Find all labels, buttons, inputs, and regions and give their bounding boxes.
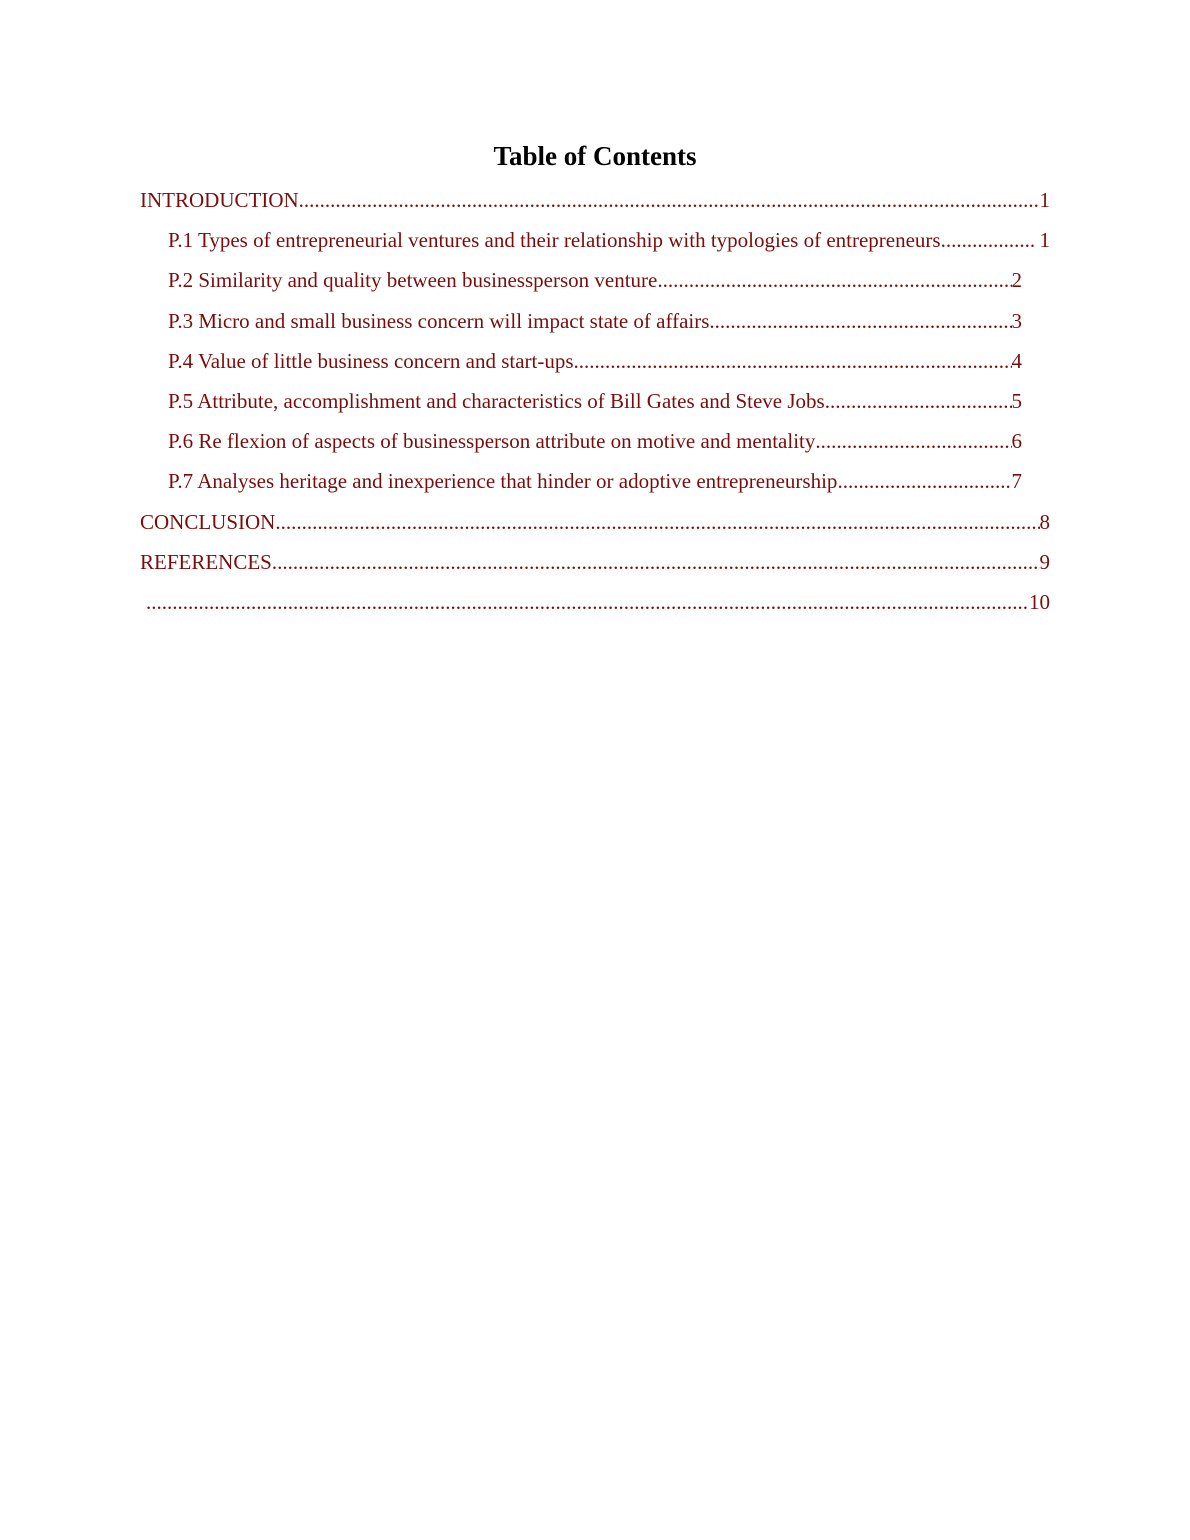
toc-entry-label: P.3 Micro and small business concern will impact state of affairs xyxy=(168,308,710,333)
toc-page-number: 4 xyxy=(1011,348,1022,373)
toc-page-number: 6 xyxy=(1011,429,1022,454)
toc-entry-conclusion[interactable] xyxy=(140,506,1050,546)
toc-entry-introduction[interactable] xyxy=(140,184,1050,224)
toc-entry-p1[interactable] xyxy=(168,224,1050,264)
toc-entry-label: INTRODUCTION xyxy=(140,188,299,212)
toc-list xyxy=(0,184,1190,626)
dot-leader xyxy=(825,385,1012,417)
toc-page-number: 9 xyxy=(1039,549,1050,574)
toc-entry-untitled[interactable] xyxy=(146,586,1050,626)
toc-title: Table of Contents xyxy=(493,141,697,171)
toc-page-number: 2 xyxy=(1011,268,1022,293)
toc-entry-label: P.7 Analyses heritage and inexperience that hinder or adoptive entrepreneurship xyxy=(168,469,838,494)
dot-leader xyxy=(657,264,1011,296)
toc-entry-label: P.1 Types of entrepreneurial ventures and their relationship with typologies of entrepreneurs xyxy=(168,228,941,253)
dot-leader xyxy=(272,546,1040,578)
toc-page-number: 10 xyxy=(1029,589,1050,614)
dot-leader xyxy=(275,506,1039,538)
dot-leader xyxy=(709,305,1011,337)
dot-leader xyxy=(146,586,1029,618)
toc-entry-label: REFERENCES xyxy=(140,549,272,574)
dot-leader xyxy=(574,345,1012,377)
toc-entry-references[interactable] xyxy=(140,546,1050,586)
toc-entry-p4[interactable] xyxy=(168,345,1022,385)
toc-entry-p2[interactable] xyxy=(168,264,1022,304)
toc-entry-p7[interactable] xyxy=(168,465,1022,505)
toc-page-number: 1 xyxy=(1039,188,1050,212)
dot-leader xyxy=(299,184,1040,216)
toc-page-number: 5 xyxy=(1011,388,1022,413)
dot-leader xyxy=(837,465,1011,497)
toc-page-number: 3 xyxy=(1011,308,1022,333)
toc-entry-p3[interactable] xyxy=(168,305,1022,345)
toc-entry-label: P.4 Value of little business concern and start-ups xyxy=(168,348,574,373)
toc-page-number: 8 xyxy=(1039,509,1050,534)
toc-entry-p6[interactable] xyxy=(168,425,1022,465)
dot-leader xyxy=(815,425,1011,457)
dot-leader xyxy=(941,224,1036,256)
toc-page-number: 7 xyxy=(1011,469,1022,494)
toc-entry-label: P.2 Similarity and quality between businessperson venture xyxy=(168,268,658,293)
toc-entry-label: P.5 Attribute, accomplishment and characteristics of Bill Gates and Steve Jobs xyxy=(168,388,825,413)
toc-entry-p5[interactable] xyxy=(168,385,1022,425)
toc-page-number: 1 xyxy=(1039,228,1050,253)
toc-entry-label: P.6 Re flexion of aspects of businessperson attribute on motive and mentality xyxy=(168,429,816,454)
toc-entry-label: CONCLUSION xyxy=(140,509,276,534)
